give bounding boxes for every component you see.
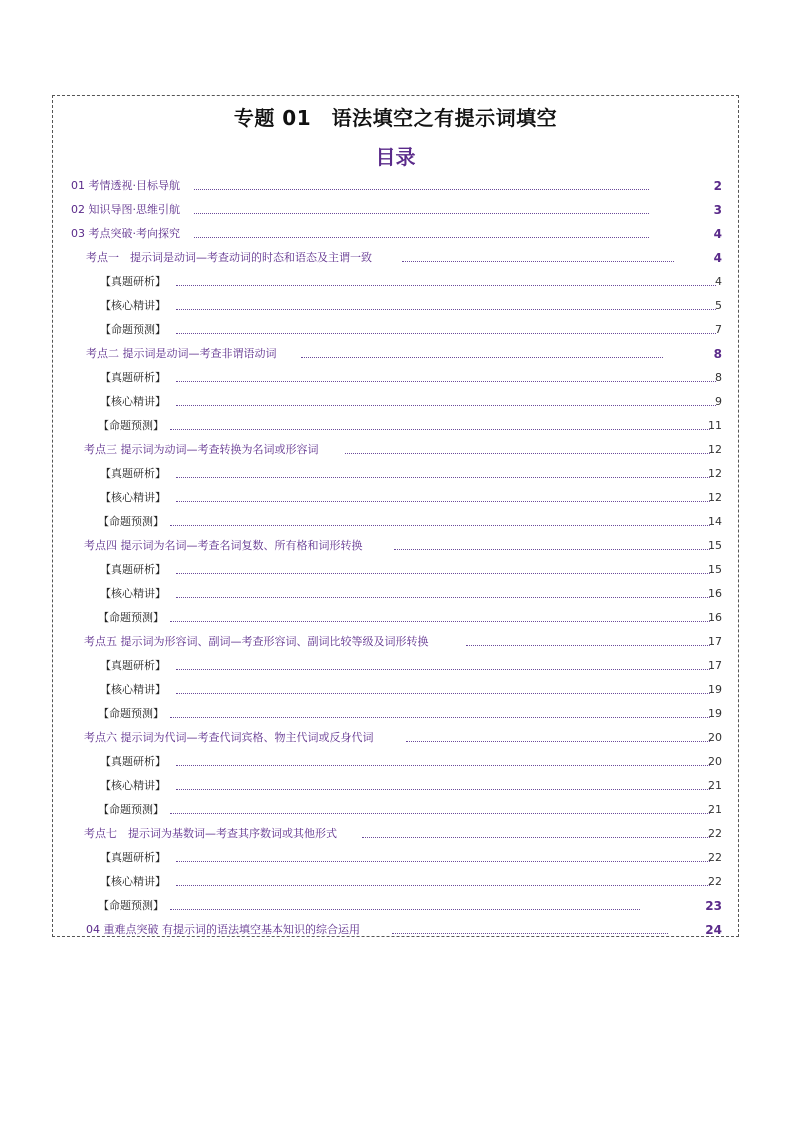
toc-entry-topic-1[interactable] [0, 248, 794, 268]
toc-leader-dots [176, 309, 716, 310]
toc-entry-label: 【核心精讲】 [100, 875, 166, 888]
toc-entry-section-04[interactable] [0, 920, 794, 940]
toc-page-number: 23 [705, 899, 722, 913]
toc-entry-sub[interactable] [0, 872, 794, 892]
toc-page-number: 7 [715, 323, 722, 336]
toc-leader-dots [392, 933, 668, 934]
toc-entry-label: 【命题预测】 [98, 515, 164, 528]
toc-entry-section-01[interactable] [0, 176, 794, 196]
toc-leader-dots [466, 645, 710, 646]
toc-entry-sub[interactable] [0, 608, 794, 628]
toc-page-number: 4 [713, 251, 722, 265]
toc-heading: 目录 [375, 145, 416, 169]
toc-leader-dots [176, 765, 710, 766]
toc-page-number: 3 [713, 203, 722, 217]
toc-entry-label: 考点四 提示词为名词—考查名词复数、所有格和词形转换 [84, 539, 363, 552]
toc-leader-dots [170, 717, 710, 718]
toc-entry-sub[interactable] [0, 752, 794, 772]
toc-page-number: 21 [708, 803, 722, 816]
toc-entry-sub[interactable] [0, 776, 794, 796]
toc-entry-label: 04 重难点突破 有提示词的语法填空基本知识的综合运用 [86, 923, 360, 936]
toc-entry-label: 【核心精讲】 [100, 299, 166, 312]
toc-leader-dots [176, 669, 710, 670]
toc-entry-sub[interactable] [0, 584, 794, 604]
toc-page-number: 20 [708, 731, 722, 744]
toc-page-number: 9 [715, 395, 722, 408]
toc-entry-label: 考点二 提示词是动词—考查非谓语动词 [86, 347, 277, 360]
toc-leader-dots [170, 621, 710, 622]
toc-entry-label: 【命题预测】 [98, 707, 164, 720]
toc-leader-dots [170, 909, 640, 910]
toc-leader-dots [176, 477, 710, 478]
toc-entry-label: 【命题预测】 [98, 611, 164, 624]
toc-entry-sub[interactable] [0, 800, 794, 820]
toc-entry-section-03[interactable] [0, 224, 794, 244]
toc-page-number: 19 [708, 683, 722, 696]
toc-entry-sub[interactable] [0, 704, 794, 724]
toc-entry-sub[interactable] [0, 392, 794, 412]
toc-page-number: 16 [708, 587, 722, 600]
toc-page-number: 5 [715, 299, 722, 312]
toc-leader-dots [194, 189, 649, 190]
toc-leader-dots [176, 885, 710, 886]
toc-entry-label: 考点六 提示词为代词—考查代词宾格、物主代词或反身代词 [84, 731, 374, 744]
toc-entry-sub[interactable] [0, 896, 794, 916]
toc-entry-sub[interactable] [0, 272, 794, 292]
toc-entry-label: 【真题研析】 [100, 851, 166, 864]
toc-entry-sub[interactable] [0, 680, 794, 700]
toc-entry-label: 02 知识导图·思维引航 [71, 203, 180, 216]
toc-leader-dots [170, 429, 710, 430]
toc-entry-label: 考点七 提示词为基数词—考查其序数词或其他形式 [84, 827, 337, 840]
toc-page-number: 12 [708, 443, 722, 456]
toc-entry-sub[interactable] [0, 560, 794, 580]
toc-page-number: 22 [708, 827, 722, 840]
toc-entry-label: 考点一 提示词是动词—考查动词的时态和语态及主谓一致 [86, 251, 372, 264]
toc-page-number: 22 [708, 851, 722, 864]
toc-entry-label: 【真题研析】 [100, 275, 166, 288]
toc-leader-dots [345, 453, 710, 454]
toc-page-number: 12 [708, 467, 722, 480]
toc-entry-label: 【真题研析】 [100, 371, 166, 384]
toc-entry-sub[interactable] [0, 320, 794, 340]
toc-page-number: 17 [708, 635, 722, 648]
toc-entry-sub[interactable] [0, 848, 794, 868]
toc-page-number: 12 [708, 491, 722, 504]
toc-entry-label: 【核心精讲】 [100, 395, 166, 408]
toc-entry-label: 【核心精讲】 [100, 779, 166, 792]
toc-page-number: 8 [713, 347, 722, 361]
toc-leader-dots [406, 741, 710, 742]
toc-leader-dots [362, 837, 710, 838]
toc-leader-dots [176, 861, 710, 862]
toc-entry-sub[interactable] [0, 296, 794, 316]
toc-entry-label: 【真题研析】 [100, 563, 166, 576]
toc-leader-dots [176, 789, 710, 790]
toc-entry-label: 【命题预测】 [98, 899, 164, 912]
toc-page-number: 15 [708, 563, 722, 576]
toc-entry-label: 【核心精讲】 [100, 587, 166, 600]
toc-leader-dots [170, 813, 710, 814]
toc-entry-sub[interactable] [0, 464, 794, 484]
toc-leader-dots [194, 213, 649, 214]
toc-leader-dots [176, 597, 710, 598]
toc-entry-label: 【真题研析】 [100, 755, 166, 768]
toc-entry-topic-4[interactable] [0, 536, 794, 556]
toc-page-number: 22 [708, 875, 722, 888]
toc-entry-label: 【真题研析】 [100, 659, 166, 672]
toc-entry-topic-5[interactable] [0, 632, 794, 652]
toc-entry-sub[interactable] [0, 416, 794, 436]
toc-leader-dots [176, 573, 710, 574]
toc-entry-sub[interactable] [0, 368, 794, 388]
toc-entry-label: 【命题预测】 [98, 419, 164, 432]
toc-entry-label: 考点五 提示词为形容词、副词—考查形容词、副词比较等级及词形转换 [84, 635, 429, 648]
toc-entry-topic-7[interactable] [0, 824, 794, 844]
toc-leader-dots [176, 405, 716, 406]
toc-entry-label: 01 考情透视·目标导航 [71, 179, 180, 192]
toc-page-number: 19 [708, 707, 722, 720]
toc-leader-dots [176, 285, 716, 286]
toc-page-number: 17 [708, 659, 722, 672]
toc-entry-topic-3[interactable] [0, 440, 794, 460]
toc-page-number: 2 [713, 179, 722, 193]
toc-page-number: 24 [705, 923, 722, 937]
toc-entry-sub[interactable] [0, 512, 794, 532]
document-title: 专题 01 语法填空之有提示词填空 [233, 106, 558, 130]
toc-page-number: 14 [708, 515, 722, 528]
toc-entry-label: 【核心精讲】 [100, 683, 166, 696]
toc-entry-label: 【命题预测】 [100, 323, 166, 336]
toc-entry-topic-6[interactable] [0, 728, 794, 748]
toc-leader-dots [394, 549, 710, 550]
toc-leader-dots [176, 381, 716, 382]
toc-leader-dots [170, 525, 710, 526]
toc-page-number: 20 [708, 755, 722, 768]
toc-page-number: 8 [715, 371, 722, 384]
toc-leader-dots [301, 357, 663, 358]
toc-page-number: 15 [708, 539, 722, 552]
toc-entry-label: 考点三 提示词为动词—考查转换为名词或形容词 [84, 443, 319, 456]
toc-page-number: 4 [715, 275, 722, 288]
toc-leader-dots [176, 501, 710, 502]
toc-entry-label: 【核心精讲】 [100, 491, 166, 504]
toc-entry-sub[interactable] [0, 656, 794, 676]
toc-entry-label: 【命题预测】 [98, 803, 164, 816]
toc-entry-sub[interactable] [0, 488, 794, 508]
toc-leader-dots [176, 333, 716, 334]
toc-leader-dots [194, 237, 649, 238]
toc-entry-section-02[interactable] [0, 200, 794, 220]
toc-page-number: 11 [708, 419, 722, 432]
toc-entry-label: 【真题研析】 [100, 467, 166, 480]
toc-page-number: 21 [708, 779, 722, 792]
toc-page-number: 16 [708, 611, 722, 624]
toc-leader-dots [176, 693, 710, 694]
toc-entry-topic-2[interactable] [0, 344, 794, 364]
toc-entry-label: 03 考点突破·考向探究 [71, 227, 180, 240]
toc-leader-dots [402, 261, 674, 262]
toc-page-number: 4 [713, 227, 722, 241]
